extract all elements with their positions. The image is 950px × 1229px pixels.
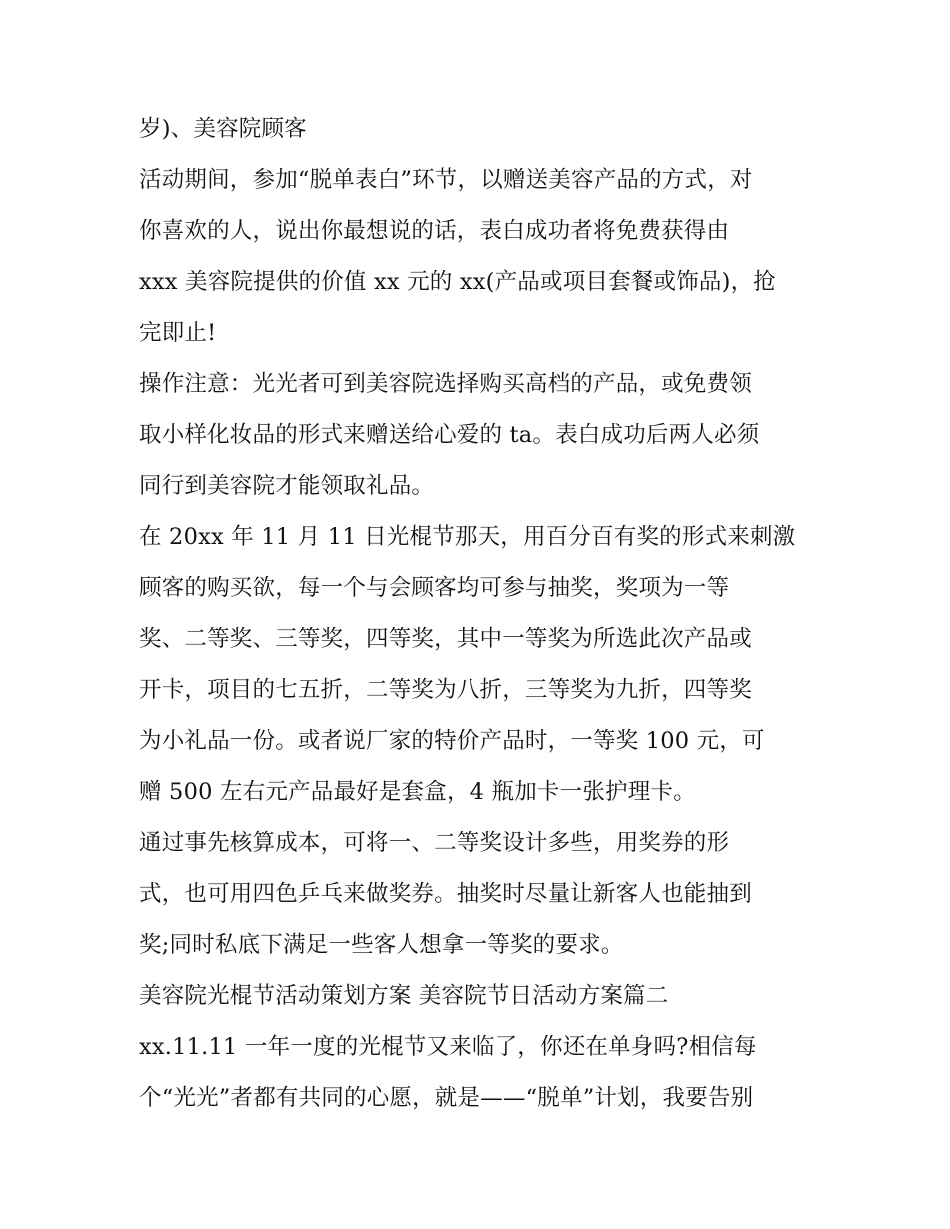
section-heading: 美容院光棍节活动策划方案 美容院节日活动方案篇二: [139, 983, 669, 1009]
text-line: 通过事先核算成本，可将一、二等奖设计多些，用奖券的形: [139, 830, 730, 856]
text-line: 完即止!: [139, 320, 217, 346]
text-line: 同行到美容院才能领取礼品。: [139, 473, 435, 499]
text-line: 你喜欢的人，说出你最想说的话，表白成功者将免费获得由: [139, 218, 730, 244]
text-line: 在 20xx 年 11 月 11 日光棍节那天，用百分百有奖的形式来刺激: [139, 524, 796, 550]
text-line: 开卡，项目的七五折，二等奖为八折，三等奖为九折，四等奖: [139, 677, 752, 703]
text-line: 活动期间，参加“脱单表白”环节，以赠送美容产品的方式，对: [139, 167, 753, 193]
text-line: 奖;同时私底下满足一些客人想拿一等奖的要求。: [139, 932, 624, 958]
text-line: xx.11.11 一年一度的光棍节又来临了，你还在单身吗?相信每: [139, 1034, 757, 1060]
text-line: xxx 美容院提供的价值 xx 元的 xx(产品或项目套餐或饰品)，抢: [139, 269, 776, 295]
text-line: 操作注意：光光者可到美容院选择购买高档的产品，或免费领: [139, 371, 752, 397]
document-body: [139, 104, 819, 1124]
text-line: 奖、二等奖、三等奖，四等奖，其中一等奖为所选此次产品或: [139, 626, 752, 652]
text-line: 为小礼品一份。或者说厂家的特价产品时，一等奖 100 元，可: [139, 728, 765, 754]
text-line: 取小样化妆品的形式来赠送给心爱的 ta。表白成功后两人必须: [139, 422, 760, 448]
text-line: 岁)、美容院顾客: [139, 116, 307, 142]
text-line: 顾客的购买欲，每一个与会顾客均可参与抽奖，奖项为一等: [139, 575, 730, 601]
text-line: 式，也可用四色乒乓来做奖券。抽奖时尽量让新客人也能抽到: [139, 881, 752, 907]
text-line: 赠 500 左右元产品最好是套盒，4 瓶加卡一张护理卡。: [139, 779, 696, 805]
text-line: 个“光光”者都有共同的心愿，就是——“脱单”计划，我要告别: [139, 1085, 754, 1111]
